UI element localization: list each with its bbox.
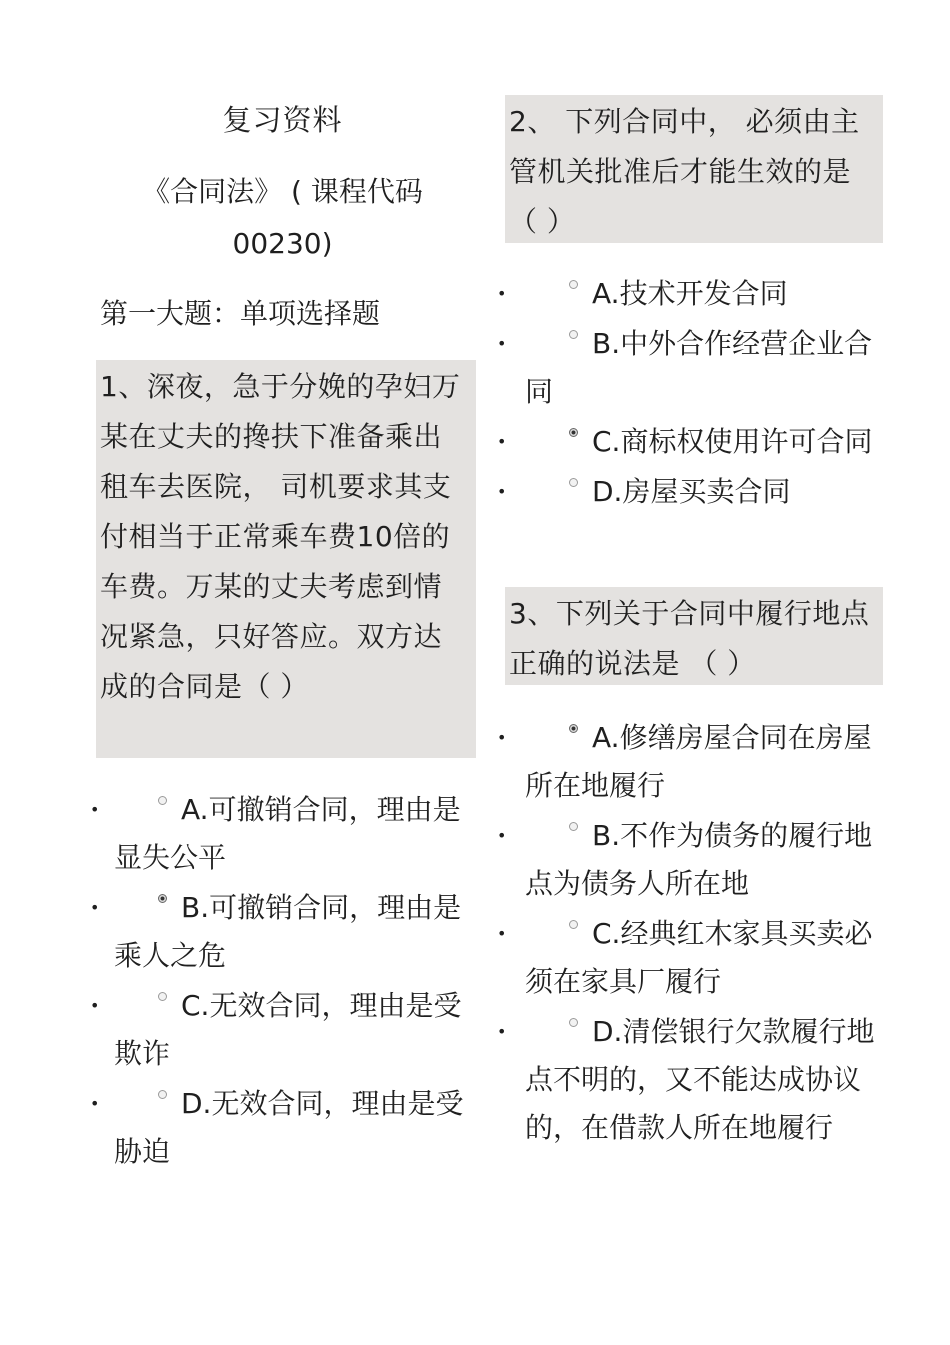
option-3c[interactable] [497,910,877,1006]
option-2a[interactable] [497,270,877,318]
option-label: B.可撤销合同，理由是乘人之危 [114,891,462,972]
option-label: C.无效合同，理由是受欺诈 [114,989,462,1070]
bullet-icon: • [497,1022,507,1041]
question-3-options [497,714,877,1154]
option-label: D.清偿银行欠款履行地点不明的，又不能达成协议的，在借款人所在地履行 [525,1015,875,1144]
option-3d[interactable] [497,1008,877,1152]
bullet-icon: • [90,996,100,1015]
option-label: B.不作为债务的履行地点为债务人所在地 [525,819,873,900]
radio-icon[interactable] [158,992,167,1001]
option-label: B.中外合作经营企业合同 [525,327,873,408]
course-name-line: 《合同法》 ( 课程代码 [142,175,423,208]
option-1b[interactable] [90,884,475,980]
radio-icon[interactable] [569,822,578,831]
question-2-options [497,270,877,518]
section-title: 第一大题：单项选择题 [100,297,381,330]
option-2d[interactable] [497,468,877,516]
radio-selected-icon[interactable] [158,894,167,903]
bullet-icon: • [497,728,507,747]
question-1-text: 1、深夜，急于分娩的孕妇万某在丈夫的搀扶下准备乘出租车去医院， 司机要求其支付相当于正常乘车费10倍的车费。万某的丈夫考虑到情况紧急，只好答应。双方达成的合同是（ ） [96,360,476,758]
course-code-line: 00230) [232,227,333,260]
radio-icon[interactable] [569,1018,578,1027]
radio-icon[interactable] [569,280,578,289]
option-label: A.修缮房屋合同在房屋所在地履行 [525,721,872,802]
bullet-icon: • [90,898,100,917]
option-label: D.无效合同，理由是受胁迫 [114,1087,464,1168]
radio-selected-icon[interactable] [569,724,578,733]
bullet-icon: • [90,1094,100,1113]
option-2c[interactable] [497,418,877,466]
question-3-text: 3、下列关于合同中履行地点正确的说法是 （ ） [505,587,883,685]
option-label: C.经典红木家具买卖必须在家具厂履行 [525,917,873,998]
radio-icon[interactable] [569,920,578,929]
radio-icon[interactable] [158,1090,167,1099]
question-2-text: 2、 下列合同中， 必须由主管机关批准后才能生效的是（ ） [505,95,883,243]
option-label: A.技术开发合同 [592,277,788,310]
radio-icon[interactable] [569,330,578,339]
option-1c[interactable] [90,982,475,1078]
option-label: C.商标权使用许可合同 [592,425,873,458]
bullet-icon: • [90,800,100,819]
option-3b[interactable] [497,812,877,908]
bullet-icon: • [497,432,507,451]
option-3a[interactable] [497,714,877,810]
bullet-icon: • [497,826,507,845]
bullet-icon: • [497,284,507,303]
radio-icon[interactable] [158,796,167,805]
option-1d[interactable] [90,1080,475,1176]
bullet-icon: • [497,334,507,353]
radio-selected-icon[interactable] [569,428,578,437]
document-title: 复习资料 [222,103,343,137]
question-1-options [90,786,475,1178]
option-label: A.可撤销合同，理由是显失公平 [114,793,461,874]
bullet-icon: • [497,482,507,501]
option-1a[interactable] [90,786,475,882]
option-2b[interactable] [497,320,877,416]
radio-icon[interactable] [569,478,578,487]
option-label: D.房屋买卖合同 [592,475,791,508]
bullet-icon: • [497,924,507,943]
